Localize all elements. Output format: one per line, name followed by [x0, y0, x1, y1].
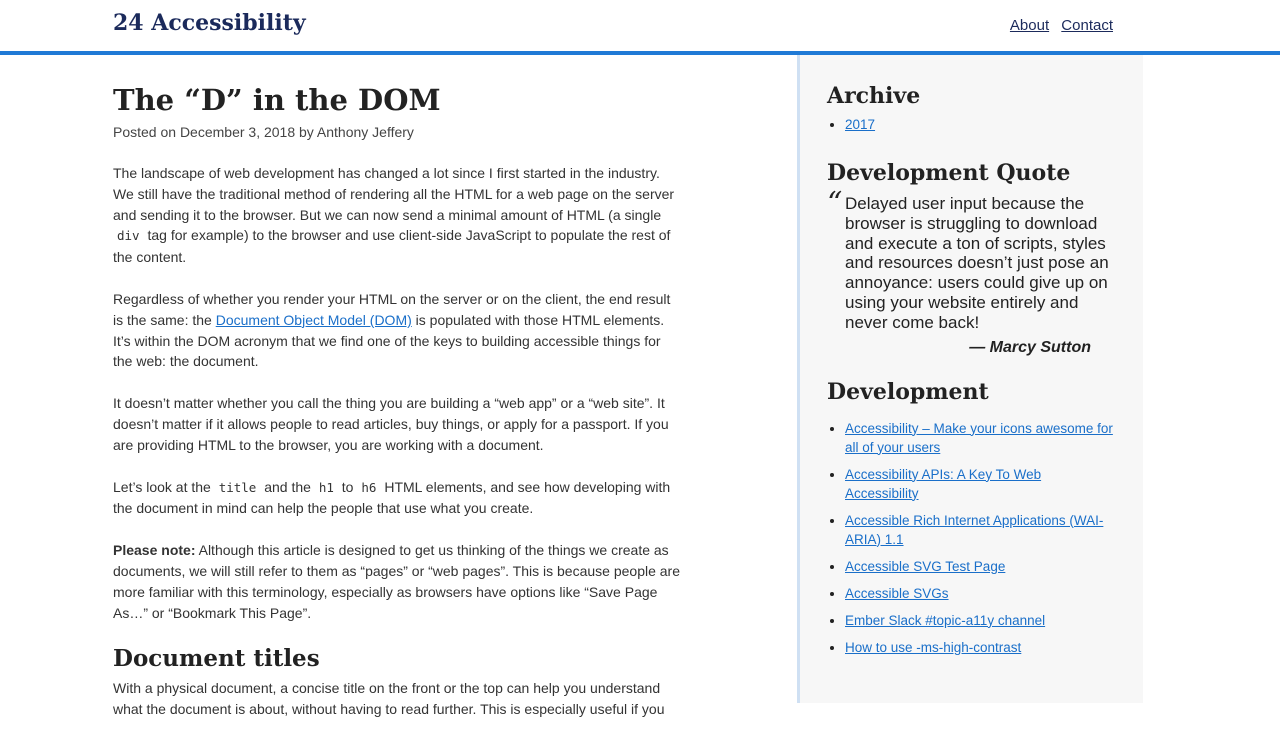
paragraph-intro [113, 163, 683, 268]
inline-code-h6: h6 [361, 479, 377, 495]
paragraph-dom [113, 289, 683, 372]
quote-text: Delayed user input because the browser is struggling to download and execute a ton of scripts, styles and resources doesn’t just pose an annoyance: users could give up on using your website entirely and never come back! [845, 194, 1109, 332]
dev-link-accessible-svgs[interactable]: Accessible SVGs [845, 585, 949, 601]
paragraph-text: and the [264, 478, 311, 495]
dev-link-svg-test-page[interactable]: Accessible SVG Test Page [845, 558, 1006, 574]
paragraph-text: tag for example) to the browser and use client-side JavaScript to populate the rest of the content. [113, 227, 671, 266]
paragraph-text: is populated with those HTML elements. It’s within the DOM acronym that we find one of the keys to building accessible things for the web: the document. [113, 311, 665, 370]
site-title-link[interactable]: 24 Accessibility [113, 10, 306, 36]
paragraph-document: It doesn’t matter whether you call the thing you are building a “web app” or a “web site”. It doesn’t matter if it allows people to read articles, buy things, or apply for a passport. If you are providing HTML to the browser, you are working with a document. [113, 395, 669, 453]
sidebar [797, 55, 1143, 703]
paragraph-note [113, 540, 683, 623]
widget-title-development: Development [827, 378, 989, 405]
quote-citation [845, 339, 1117, 357]
list-item [845, 611, 1117, 630]
list-item [845, 638, 1117, 657]
inline-code-div: div [117, 228, 140, 244]
development-quote [827, 186, 1117, 357]
list-item [845, 465, 1117, 503]
list-item [845, 511, 1117, 549]
top-nav [1002, 17, 1113, 34]
archive-link-2017[interactable]: 2017 [845, 117, 876, 132]
post-title: The “D” in the DOM [113, 83, 441, 117]
dev-link-wai-aria[interactable]: Accessible Rich Internet Applications (WAI-ARIA) 1.1 [845, 512, 1104, 547]
dev-link-ms-high-contrast[interactable]: How to use -ms-high-contrast [845, 639, 1022, 655]
post-byline: Posted on December 3, 2018 by Anthony Jeffery [113, 124, 414, 140]
site-header [0, 0, 1280, 55]
paragraph-text: The landscape of web development has changed a lot since I first started in the industry. We still have the traditional method of rendering all the HTML for a web page on the server and sending it to the browser. But we can now send a minimal amount of HTML (a single [113, 165, 675, 223]
dev-link-icons-awesome[interactable]: Accessibility – Make your icons awesome for all of your users [845, 420, 1113, 455]
paragraph-text: HTML elements, and see how developing with the document in mind can help the people that use what you create. [113, 478, 671, 517]
dev-link-accessibility-apis[interactable]: Accessibility APIs: A Key To Web Accessibility [845, 466, 1042, 501]
paragraph-text: Regardless of whether you render your HTML on the server or on the client, the end result is the same: the [113, 290, 671, 328]
nav-link-contact[interactable]: Contact [1061, 17, 1113, 34]
quote-mark-icon: “ [827, 186, 843, 221]
note-label: Please note: [113, 542, 196, 559]
widget-title-archive: Archive [827, 83, 921, 109]
development-links-list [827, 419, 1117, 657]
inline-code-title: title [218, 479, 257, 495]
paragraph-text: Let’s look at the [113, 478, 211, 495]
inline-code-h1: h1 [318, 479, 334, 495]
section-heading-document-titles: Document titles [113, 645, 320, 673]
dev-link-ember-slack[interactable]: Ember Slack #topic-a11y channel [845, 612, 1046, 628]
list-item [845, 419, 1117, 457]
paragraph-elements [113, 477, 683, 520]
paragraph-titles: With a physical document, a concise title on the front or the top can help you understand what the document is about, without having to read further. This is especially useful if you [113, 680, 665, 718]
list-item [845, 115, 1117, 134]
list-item [845, 584, 1117, 603]
widget-title-quote: Development Quote [827, 160, 1071, 186]
quote-dash: — [969, 338, 986, 356]
paragraph-text: Although this article is designed to get us thinking of the things we create as documents, we will still refer to them as “pages” or “web pages”. This is because people are more familiar with this terminology, especially as browsers have options like “Save Page As…” or “Bookmark This Page”. [113, 542, 681, 621]
main-content [113, 58, 683, 741]
dom-link[interactable]: Document Object Model (DOM) [215, 311, 412, 328]
quote-author: Marcy Sutton [989, 338, 1091, 356]
archive-list [827, 115, 1117, 134]
nav-link-about[interactable]: About [1009, 17, 1050, 34]
paragraph-text: to [341, 478, 354, 495]
list-item [845, 557, 1117, 576]
